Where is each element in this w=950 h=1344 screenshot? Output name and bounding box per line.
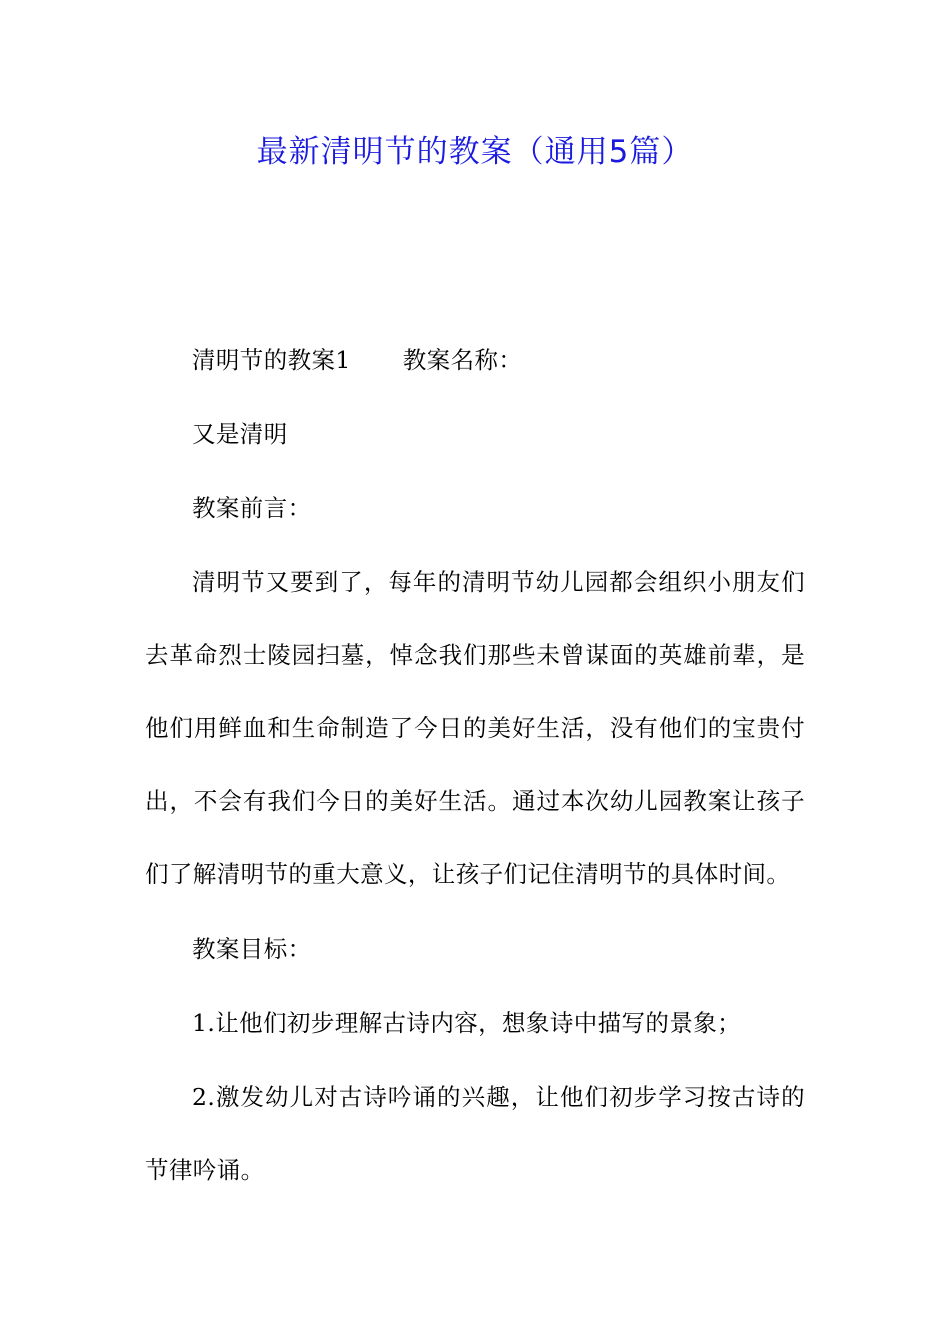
preface-label: 教案前言：	[192, 494, 312, 522]
objective-item-1: 1.让他们初步理解古诗内容，想象诗中描写的景象；	[192, 1009, 742, 1037]
objective-item-2: 2.激发幼儿对古诗吟诵的兴趣，让他们初步学习按古诗的节律吟诵。	[145, 1083, 805, 1184]
section-heading-line	[145, 336, 805, 384]
section-heading: 清明节的教案1	[192, 346, 351, 374]
preface-paragraph: 清明节又要到了，每年的清明节幼儿园都会组织小朋友们去革命烈士陵园扫墓，悼念我们那些未曾谋面的英雄前辈，是他们用鲜血和生命制造了今日的美好生活，没有他们的宝贵付出，不会有我们今日的美好生活。通过本次幼儿园教案让孩子们了解清明节的重大意义，让孩子们记住清明节的具体时间。	[145, 568, 805, 888]
objectives-label: 教案目标：	[192, 935, 312, 963]
lesson-name-value: 又是清明	[192, 420, 288, 448]
document-title: 最新清明节的教案（通用5篇）	[256, 134, 694, 170]
lesson-name-label: 教案名称：	[402, 346, 523, 374]
document-body	[145, 336, 805, 1221]
